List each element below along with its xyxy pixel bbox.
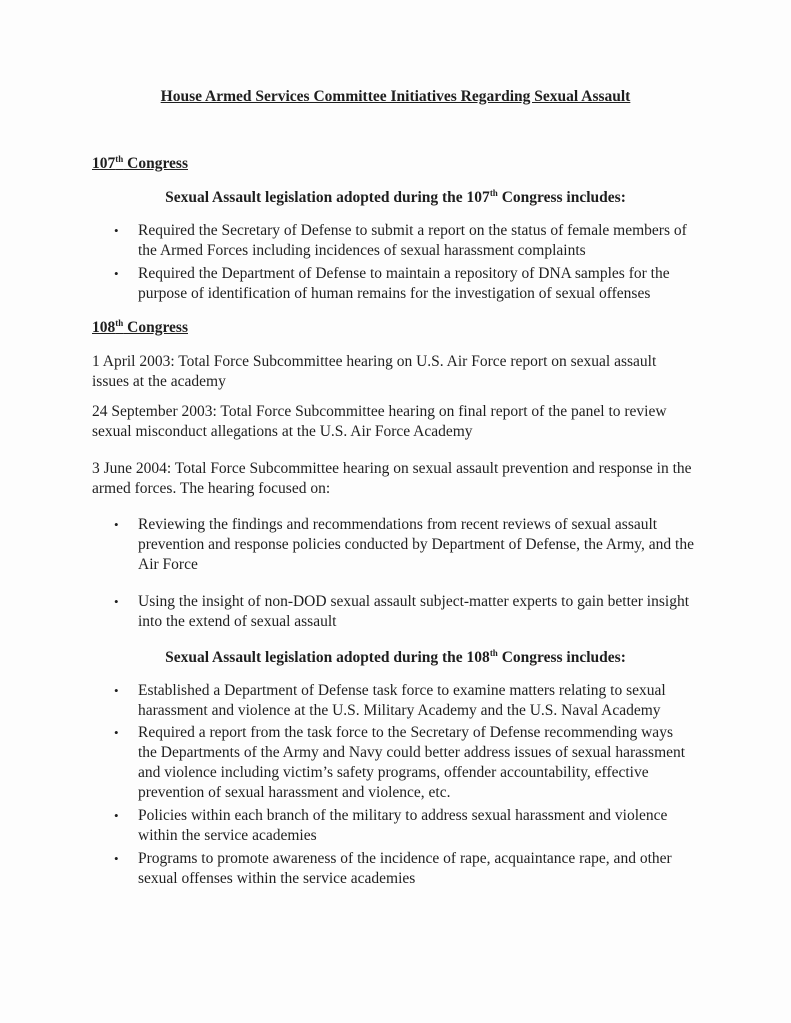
bullet-icon: •: [114, 594, 119, 609]
list-item: [114, 592, 694, 632]
list-item-text: Required the Secretary of Defense to submit a report on the status of female members of the Armed Forces including incidences of sexual harassment complaints: [138, 222, 687, 259]
hearing-paragraph: 3 June 2004: Total Force Subcommittee hearing on sexual assault prevention and response in the armed forces. The hearing focused on:: [92, 460, 692, 497]
list-item-text: Policies within each branch of the military to address sexual harassment and violence within the service academies: [138, 807, 668, 844]
list-item-text: Established a Department of Defense task force to examine matters relating to sexual harassment and violence at the U.S. Military Academy and the U.S. Naval Academy: [138, 682, 666, 719]
list-item: [114, 221, 694, 261]
list-item: [114, 515, 694, 575]
list-item-text: Programs to promote awareness of the incidence of rape, acquaintance rape, and other sexual offenses within the service academies: [138, 850, 672, 887]
subheading-superscript: th: [489, 648, 498, 658]
list-item: [114, 806, 694, 846]
heading-text: Congress: [123, 319, 188, 337]
document-title: House Armed Services Committee Initiatives Regarding Sexual Assault: [160, 88, 631, 105]
bullet-icon: •: [114, 725, 119, 740]
subheading-suffix: Congress includes:: [497, 189, 626, 207]
hearing-paragraph: 1 April 2003: Total Force Subcommittee hearing on U.S. Air Force report on sexual assault issues at the academy: [92, 353, 657, 390]
bullet-icon: •: [114, 683, 119, 698]
hearing-paragraph: 24 September 2003: Total Force Subcommittee hearing on final report of the panel to review sexual misconduct allegations at the U.S. Air Force Academy: [92, 403, 667, 440]
subheading-prefix: Sexual Assault legislation adopted during the 108: [165, 649, 490, 667]
heading-superscript: th: [115, 154, 124, 164]
bullet-icon: •: [114, 266, 119, 281]
section-heading-108th-congress: [92, 318, 188, 337]
list-item: [114, 723, 694, 803]
list-item: [114, 264, 694, 304]
section-heading-107th-congress: [92, 154, 188, 173]
list-item-text: Required the Department of Defense to maintain a repository of DNA samples for the purpose of identification of human remains for the investigation of sexual offenses: [138, 265, 670, 302]
list-item-text: Using the insight of non-DOD sexual assault subject-matter experts to gain better insight into the extend of sexual assault: [138, 593, 689, 630]
subheading-suffix: Congress includes:: [497, 649, 626, 667]
list-item: [114, 849, 694, 889]
heading-number: 107: [92, 155, 116, 173]
bullet-icon: •: [114, 808, 119, 823]
legislation-heading-108th: [0, 648, 791, 667]
subheading-prefix: Sexual Assault legislation adopted during the 107: [165, 189, 490, 207]
bullet-icon: •: [114, 851, 119, 866]
heading-text: Congress: [123, 155, 188, 173]
list-item: [114, 681, 694, 721]
list-item-text: Reviewing the findings and recommendations from recent reviews of sexual assault prevention and response policies conducted by Department of Defense, the Army, and the Air Force: [138, 516, 694, 573]
list-item-text: Required a report from the task force to the Secretary of Defense recommending ways the Departments of the Army and Navy could better address issues of sexual harassment and violence including victim’s safety programs, offender accountability, effective prevention of sexual harassment and violence, etc.: [138, 724, 686, 801]
heading-number: 108: [92, 319, 116, 337]
subheading-superscript: th: [489, 188, 498, 198]
heading-superscript: th: [115, 318, 124, 328]
legislation-heading-107th: [0, 188, 791, 207]
bullet-icon: •: [114, 517, 119, 532]
bullet-icon: •: [114, 223, 119, 238]
